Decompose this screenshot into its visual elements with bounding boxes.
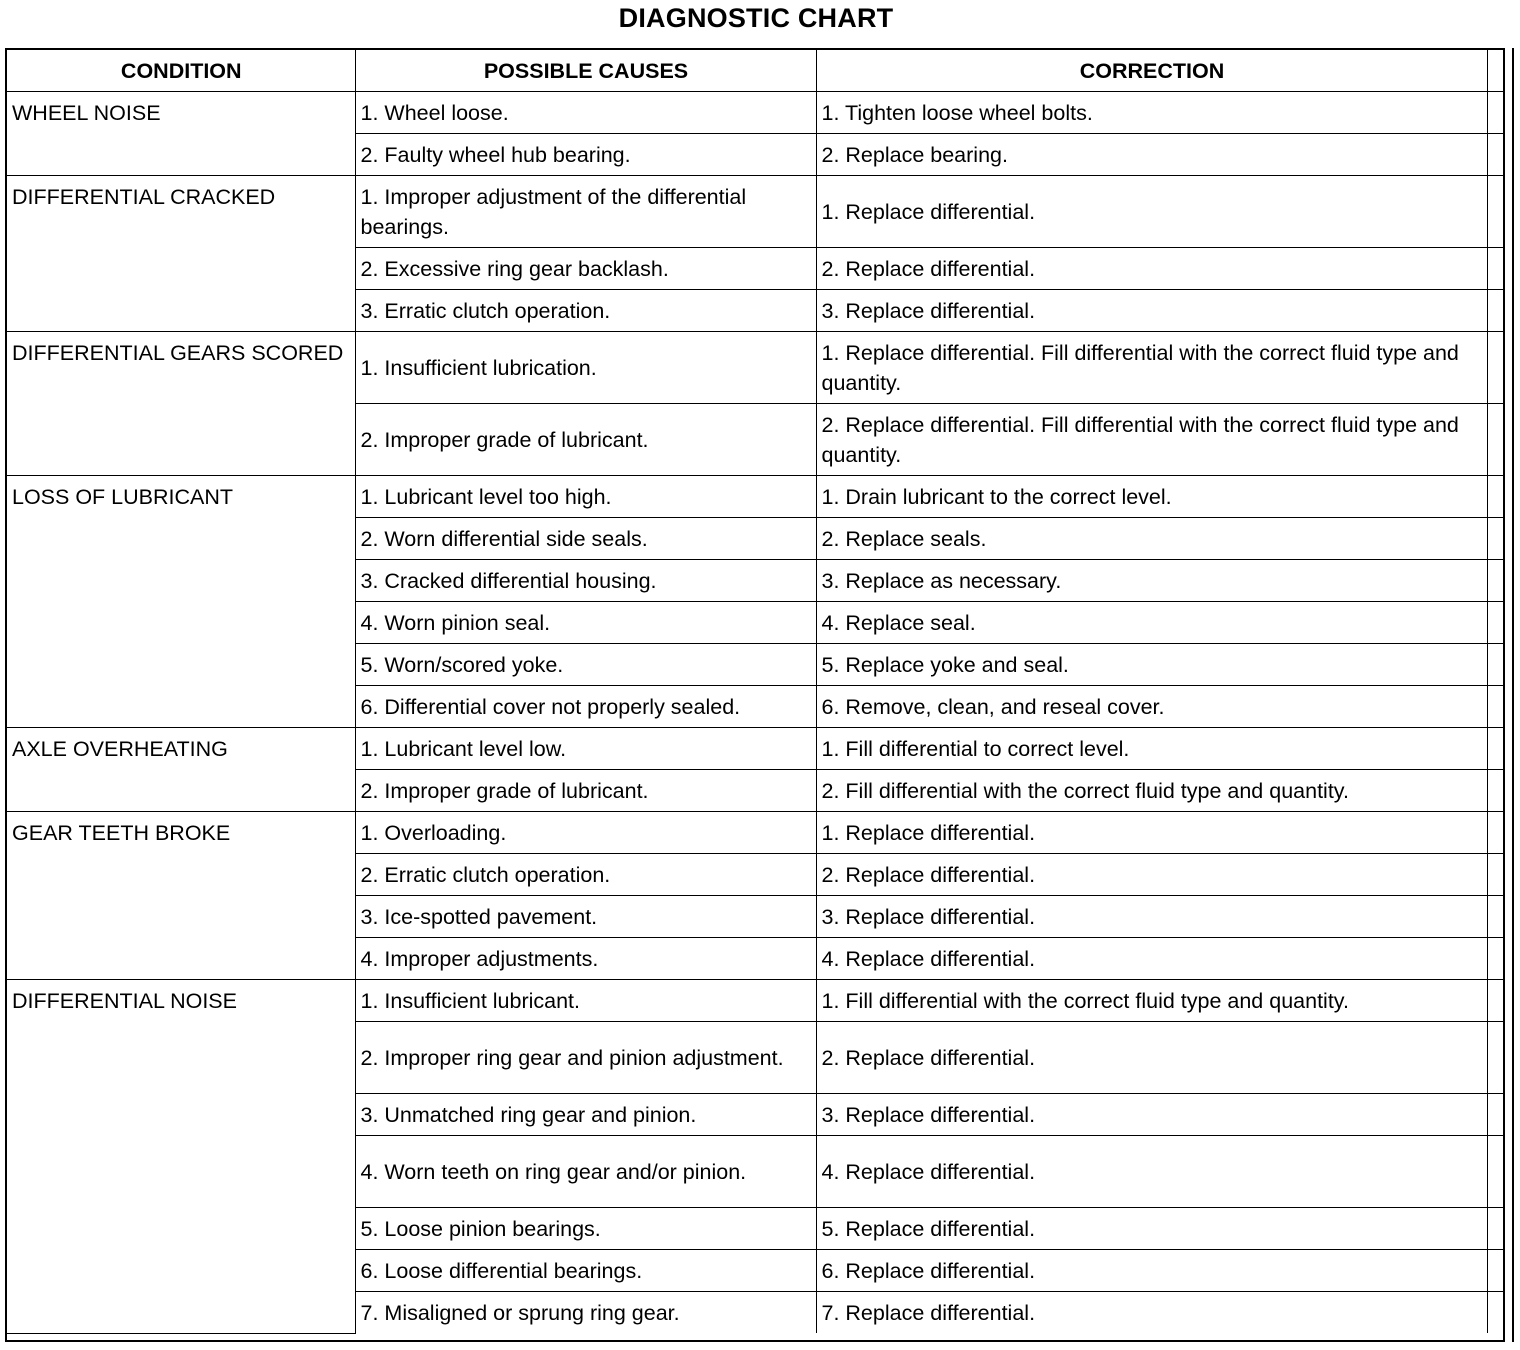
correction-cell: 1. Fill differential to correct level.: [816, 728, 1487, 770]
spacer-cell: [1487, 686, 1503, 728]
condition-cell: DIFFERENTIAL GEARS SCORED: [7, 332, 355, 476]
condition-cell: DIFFERENTIAL NOISE: [7, 980, 355, 1334]
outer-border-rule: [1512, 48, 1514, 1342]
cause-cell: 1. Insufficient lubrication.: [355, 332, 816, 404]
correction-cell: 5. Replace yoke and seal.: [816, 644, 1487, 686]
table-row: [7, 980, 1503, 1022]
correction-cell: 1. Tighten loose wheel bolts.: [816, 92, 1487, 134]
cause-cell: 6. Loose differential bearings.: [355, 1250, 816, 1292]
correction-cell: 6. Remove, clean, and reseal cover.: [816, 686, 1487, 728]
cause-cell: 2. Improper ring gear and pinion adjustment.: [355, 1022, 816, 1094]
correction-cell: 2. Fill differential with the correct fluid type and quantity.: [816, 770, 1487, 812]
correction-cell: 2. Replace seals.: [816, 518, 1487, 560]
correction-cell: 1. Fill differential with the correct fluid type and quantity.: [816, 980, 1487, 1022]
spacer-cell: [1487, 1208, 1503, 1250]
spacer-cell: [1487, 728, 1503, 770]
correction-cell: 2. Replace bearing.: [816, 134, 1487, 176]
spacer-cell: [1487, 980, 1503, 1022]
correction-cell: 2. Replace differential.: [816, 248, 1487, 290]
correction-cell: 2. Replace differential.: [816, 854, 1487, 896]
spacer-cell: [1487, 476, 1503, 518]
cause-cell: 4. Worn teeth on ring gear and/or pinion.: [355, 1136, 816, 1208]
correction-cell: 4. Replace seal.: [816, 602, 1487, 644]
cause-cell: 3. Unmatched ring gear and pinion.: [355, 1094, 816, 1136]
cause-cell: 1. Lubricant level low.: [355, 728, 816, 770]
correction-cell: 3. Replace differential.: [816, 1094, 1487, 1136]
correction-cell: 2. Replace differential. Fill differential with the correct fluid type and quantity.: [816, 404, 1487, 476]
correction-cell: 4. Replace differential.: [816, 1136, 1487, 1208]
correction-cell: 1. Drain lubricant to the correct level.: [816, 476, 1487, 518]
spacer-cell: [1487, 248, 1503, 290]
cause-cell: 2. Faulty wheel hub bearing.: [355, 134, 816, 176]
spacer-cell: [1487, 1292, 1503, 1334]
spacer-cell: [1487, 1094, 1503, 1136]
cause-cell: 3. Cracked differential housing.: [355, 560, 816, 602]
correction-cell: 6. Replace differential.: [816, 1250, 1487, 1292]
correction-cell: 2. Replace differential.: [816, 1022, 1487, 1094]
spacer-cell: [1487, 332, 1503, 404]
spacer-cell: [1487, 560, 1503, 602]
cause-cell: 6. Differential cover not properly sealed.: [355, 686, 816, 728]
cause-cell: 2. Improper grade of lubricant.: [355, 404, 816, 476]
cause-cell: 3. Ice-spotted pavement.: [355, 896, 816, 938]
cause-cell: 1. Lubricant level too high.: [355, 476, 816, 518]
cause-cell: 5. Loose pinion bearings.: [355, 1208, 816, 1250]
correction-cell: 1. Replace differential.: [816, 176, 1487, 248]
spacer-cell: [1487, 176, 1503, 248]
spacer-cell: [1487, 518, 1503, 560]
table-row: [7, 92, 1503, 134]
spacer-cell: [1487, 1250, 1503, 1292]
condition-cell: DIFFERENTIAL CRACKED: [7, 176, 355, 332]
cause-cell: 4. Improper adjustments.: [355, 938, 816, 980]
spacer-cell: [1487, 50, 1503, 92]
column-header-correction: CORRECTION: [816, 50, 1487, 92]
condition-cell: GEAR TEETH BROKE: [7, 812, 355, 980]
table-row: [7, 332, 1503, 404]
cause-cell: 2. Excessive ring gear backlash.: [355, 248, 816, 290]
correction-cell: 3. Replace differential.: [816, 896, 1487, 938]
correction-cell: 1. Replace differential.: [816, 812, 1487, 854]
cause-cell: 3. Erratic clutch operation.: [355, 290, 816, 332]
cause-cell: 1. Wheel loose.: [355, 92, 816, 134]
cause-cell: 2. Erratic clutch operation.: [355, 854, 816, 896]
cause-cell: 2. Worn differential side seals.: [355, 518, 816, 560]
table-row: [7, 476, 1503, 518]
diagnostic-table-frame: [5, 48, 1505, 1342]
spacer-cell: [1487, 644, 1503, 686]
column-header-possible-causes: POSSIBLE CAUSES: [355, 50, 816, 92]
spacer-cell: [1487, 92, 1503, 134]
column-header-condition: CONDITION: [7, 50, 355, 92]
spacer-cell: [1487, 1136, 1503, 1208]
condition-cell: AXLE OVERHEATING: [7, 728, 355, 812]
spacer-cell: [1487, 134, 1503, 176]
cause-cell: 1. Overloading.: [355, 812, 816, 854]
condition-cell: WHEEL NOISE: [7, 92, 355, 176]
correction-cell: 4. Replace differential.: [816, 938, 1487, 980]
spacer-cell: [1487, 770, 1503, 812]
spacer-cell: [1487, 938, 1503, 980]
spacer-cell: [1487, 404, 1503, 476]
spacer-cell: [1487, 1022, 1503, 1094]
correction-cell: 5. Replace differential.: [816, 1208, 1487, 1250]
page-title: DIAGNOSTIC CHART: [618, 3, 894, 33]
diagnostic-table: [7, 50, 1503, 1334]
spacer-cell: [1487, 896, 1503, 938]
cause-cell: 1. Insufficient lubricant.: [355, 980, 816, 1022]
cause-cell: 2. Improper grade of lubricant.: [355, 770, 816, 812]
spacer-cell: [1487, 812, 1503, 854]
table-row: [7, 728, 1503, 770]
cause-cell: 4. Worn pinion seal.: [355, 602, 816, 644]
table-row: [7, 176, 1503, 248]
cause-cell: 1. Improper adjustment of the differential bearings.: [355, 176, 816, 248]
correction-cell: 7. Replace differential.: [816, 1292, 1487, 1334]
header-row: [7, 50, 1503, 92]
correction-cell: 1. Replace differential. Fill differential with the correct fluid type and quantity.: [816, 332, 1487, 404]
spacer-cell: [1487, 602, 1503, 644]
spacer-cell: [1487, 854, 1503, 896]
spacer-cell: [1487, 290, 1503, 332]
table-row: [7, 812, 1503, 854]
correction-cell: 3. Replace as necessary.: [816, 560, 1487, 602]
condition-cell: LOSS OF LUBRICANT: [7, 476, 355, 728]
cause-cell: 5. Worn/scored yoke.: [355, 644, 816, 686]
cause-cell: 7. Misaligned or sprung ring gear.: [355, 1292, 816, 1334]
correction-cell: 3. Replace differential.: [816, 290, 1487, 332]
